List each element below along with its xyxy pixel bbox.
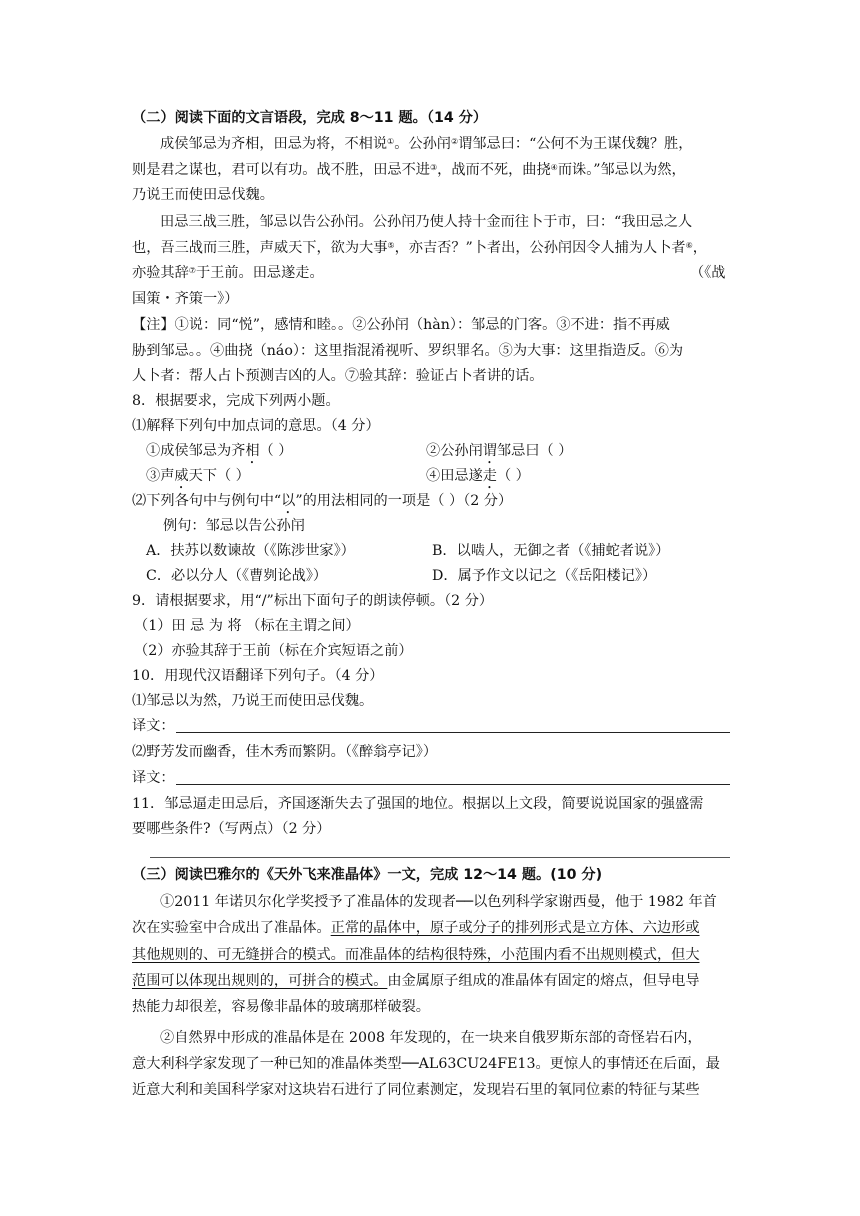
q8-sub1: ⑴解释下列句中加点词的意思。（4 分） bbox=[132, 418, 380, 434]
answer-line-2[interactable] bbox=[176, 784, 730, 785]
section-divider bbox=[150, 857, 730, 858]
answer-line-1[interactable] bbox=[176, 732, 730, 733]
underlined-text: 范围可以体现出规则的，可拼合的模式。 bbox=[132, 973, 388, 989]
q10-sentence-1: ⑴邹忌以为然，乃说王而使田忌伐魏。 bbox=[132, 693, 374, 709]
passage-line bbox=[132, 946, 700, 964]
q8-sub2: ⑵下列各句中与例句中“以”的用法相同的一项是（ ）（2 分） bbox=[132, 493, 513, 509]
annotation-line: 【注】①说：同“悦”，感情和睦。。②公孙闬（hàn）：邹忌的门客。③不进：指不再威 bbox=[132, 317, 670, 333]
q8-title: 8．根据要求，完成下列两小题。 bbox=[132, 393, 340, 409]
q8-option-d: D．属予作文以记之（《岳阳楼记》） bbox=[432, 568, 657, 584]
q9-sentence-1: （1）田 忌 为 将 （标在主谓之间） bbox=[134, 618, 360, 634]
q10-title: 10．用现代汉语翻译下列句子。（4 分） bbox=[132, 668, 384, 684]
annotation-line: 胁到邹忌。。④曲挠（náo）：这里指混淆视听、罗织罪名。⑤为大事：这里指造反。⑥为 bbox=[132, 343, 684, 359]
q8-item-2: ②公孙闬谓邹忌曰（ ） bbox=[426, 443, 573, 459]
passage-line: 也，吾三战而三胜，声威天下，欲为大事⑤，亦吉否？”卜者出，公孙闬因令人捕为人卜者⑥， bbox=[132, 240, 707, 256]
passage-line: 近意大利和美国科学家对这块岩石进行了同位素测定，发现岩石里的氧同位素的特征与某些 bbox=[132, 1082, 700, 1098]
passage-line: 成侯邹忌为齐相，田忌为将，不相说①。公孙闬②谓邹忌曰：“公何不为王谋伐魏？胜， bbox=[160, 136, 693, 152]
underlined-text: 正常的晶体中，原子或分子的排列形式是立方体、六边形或 bbox=[330, 920, 700, 936]
passage-line: 则是君之谋也，君可以有功。战不胜，田忌不进③，战而不死，曲挠④而诛。”邹忌以为然， bbox=[132, 162, 686, 178]
q8-option-b: B．以啮人，无御之者（《捕蛇者说》） bbox=[432, 543, 670, 559]
q8-option-c: C．必以分人（《曹刿论战》） bbox=[146, 568, 328, 584]
section2-heading: （二）阅读下面的文言语段，完成 8～11 题。（14 分） bbox=[132, 110, 488, 126]
passage-line: 热能力却很差，容易像非晶体的玻璃那样破裂。 bbox=[132, 999, 430, 1015]
q8-item-4: ④田忌遂走（ ） bbox=[426, 468, 530, 484]
passage-line: 亦验其辞⑦于王前。田忌遂走。 bbox=[132, 265, 324, 281]
source-citation: （《战 bbox=[690, 265, 726, 281]
passage-line: 乃说王而使田忌伐魏。 bbox=[132, 187, 274, 203]
q9-title: 9．请根据要求，用“/”标出下面句子的朗读停顿。（2 分） bbox=[132, 593, 494, 609]
underlined-text: 其他规则的、可无缝拼合的模式。而准晶体的结构很特殊，小范围内看不出规则模式，但大 bbox=[132, 947, 700, 963]
q10-answer-label-2: 译文： bbox=[132, 770, 175, 786]
passage-line: ②自然界中形成的准晶体是在 2008 年发现的，在一块来自俄罗斯东部的奇怪岩石内， bbox=[160, 1030, 702, 1046]
passage-line: ①2011 年诺贝尔化学奖授予了准晶体的发现者──以色列科学家谢西曼，他于 1982 年首 bbox=[160, 894, 717, 910]
q9-sentence-2: （2）亦验其辞于王前（标在介宾短语之前） bbox=[134, 643, 413, 659]
passage-line: 次在实验室中合成出了准晶体。正常的晶体中，原子或分子的排列形式是立方体、六边形或 bbox=[132, 920, 700, 936]
annotation-line: 人卜者：帮人占卜预测吉凶的人。⑦验其辞：验证占卜者讲的话。 bbox=[132, 368, 544, 384]
q8-item-1: ①成侯邹忌为齐相（ ） bbox=[146, 443, 293, 459]
source-citation: 国策・齐策一》） bbox=[132, 291, 239, 307]
q8-item-3: ③声威天下（ ） bbox=[146, 468, 250, 484]
passage-line: 意大利科学家发现了一种已知的准晶体类型──AL63CU24FE13。更惊人的事情还在后面，最 bbox=[132, 1056, 720, 1072]
q11-line: 11．邹忌逼走田忌后，齐国逐渐失去了强国的地位。根据以上文段，简要说说国家的强盛需 bbox=[132, 796, 704, 812]
passage-line: 范围可以体现出规则的，可拼合的模式。由金属原子组成的准晶体有固定的熔点，但导电导 bbox=[132, 973, 700, 989]
q8-option-a: A．扶苏以数谏故（《陈涉世家》） bbox=[146, 543, 355, 559]
q8-example: 例句：邹忌以告公孙闬 bbox=[163, 518, 305, 534]
q10-answer-label-1: 译文： bbox=[132, 718, 175, 734]
passage-line: 田忌三战三胜，邹忌以告公孙闬。公孙闬乃使人持十金而往卜于市，曰：“我田忌之人 bbox=[160, 214, 693, 230]
q10-sentence-2: ⑵野芳发而幽香，佳木秀而繁阴。（《醉翁亭记》） bbox=[132, 744, 438, 760]
q11-line: 要哪些条件?（写两点）（2 分） bbox=[132, 821, 331, 837]
section3-heading: （三）阅读巴雅尔的《天外飞来准晶体》一文，完成 12～14 题。(10 分) bbox=[132, 867, 603, 883]
